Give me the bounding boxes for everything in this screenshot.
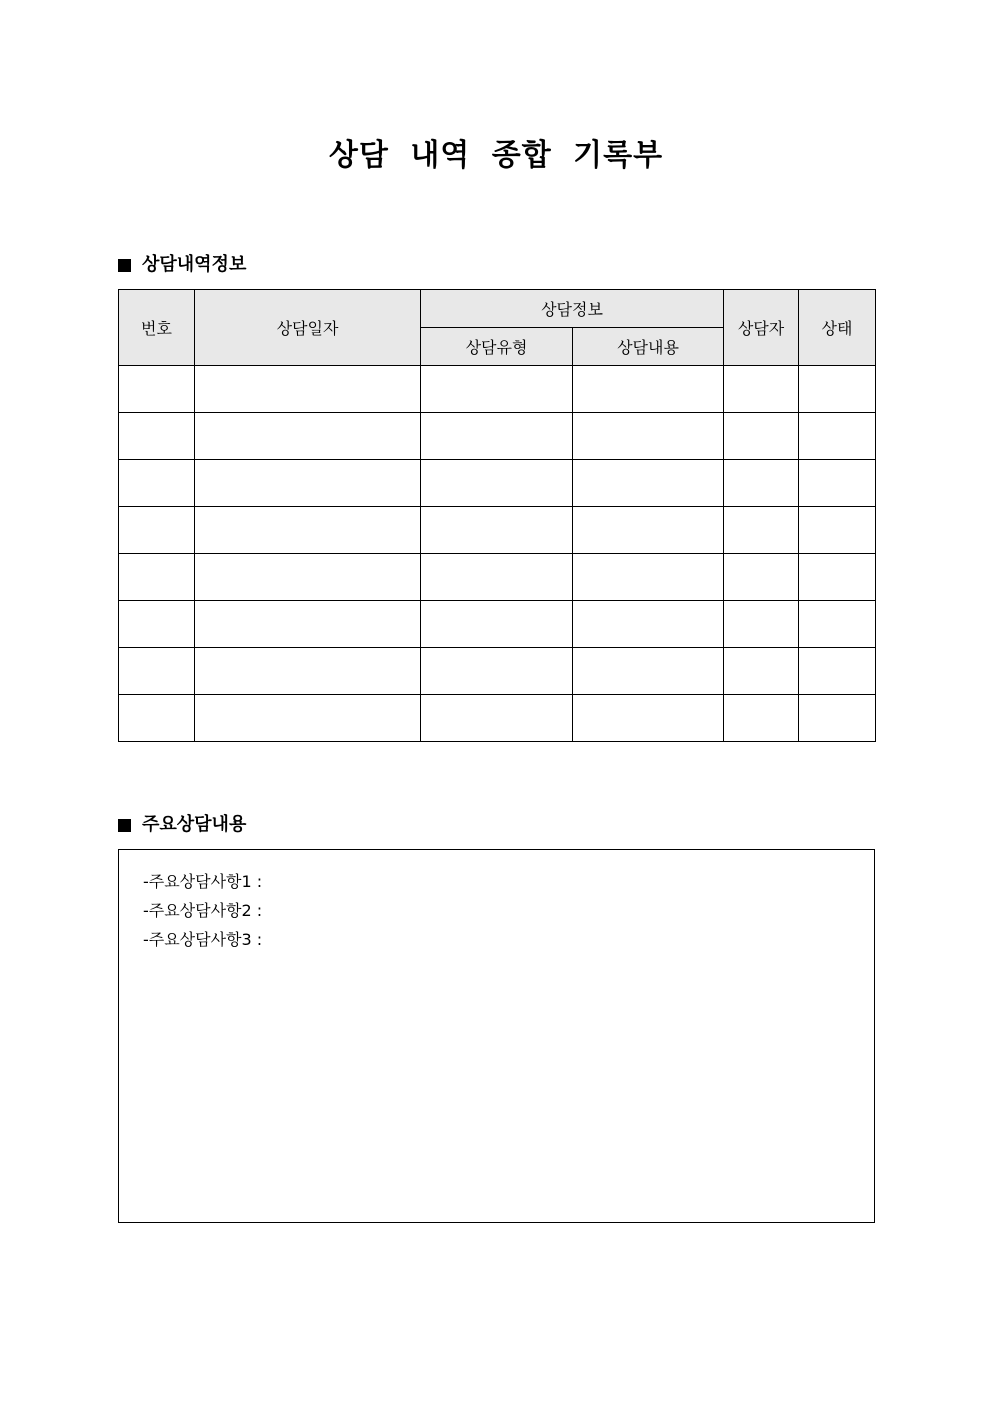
- table-header-row: [119, 290, 876, 328]
- cell-date[interactable]: [195, 695, 421, 742]
- section-heading-notes: [118, 813, 246, 837]
- table-row: [119, 507, 876, 554]
- section-heading-records: [118, 253, 246, 277]
- counseling-records-table: [118, 289, 876, 742]
- table-row: [119, 695, 876, 742]
- cell-type[interactable]: [421, 413, 573, 460]
- cell-type[interactable]: [421, 366, 573, 413]
- column-header-date: 상담일자: [195, 290, 421, 366]
- table-row: [119, 366, 876, 413]
- column-header-content: 상담내용: [573, 328, 724, 366]
- cell-date[interactable]: [195, 507, 421, 554]
- table-row: [119, 554, 876, 601]
- note-item: -주요상담사항1 :: [143, 872, 263, 891]
- cell-counselor[interactable]: [724, 507, 799, 554]
- cell-content[interactable]: [573, 601, 724, 648]
- cell-counselor[interactable]: [724, 366, 799, 413]
- cell-type[interactable]: [421, 601, 573, 648]
- cell-content[interactable]: [573, 366, 724, 413]
- cell-status[interactable]: [799, 648, 876, 695]
- cell-content[interactable]: [573, 695, 724, 742]
- cell-number[interactable]: [119, 507, 195, 554]
- cell-status[interactable]: [799, 554, 876, 601]
- note-item: -주요상담사항3 :: [143, 930, 263, 949]
- table-row: [119, 413, 876, 460]
- section-heading-notes-label: 주요상담내용: [142, 814, 247, 835]
- cell-counselor[interactable]: [724, 695, 799, 742]
- cell-counselor[interactable]: [724, 601, 799, 648]
- cell-status[interactable]: [799, 507, 876, 554]
- cell-number[interactable]: [119, 413, 195, 460]
- cell-status[interactable]: [799, 366, 876, 413]
- cell-type[interactable]: [421, 695, 573, 742]
- cell-counselor[interactable]: [724, 554, 799, 601]
- cell-content[interactable]: [573, 507, 724, 554]
- column-header-status: 상태: [799, 290, 876, 366]
- cell-status[interactable]: [799, 695, 876, 742]
- cell-number[interactable]: [119, 695, 195, 742]
- square-bullet-icon: [118, 259, 131, 272]
- cell-counselor[interactable]: [724, 413, 799, 460]
- cell-content[interactable]: [573, 413, 724, 460]
- cell-type[interactable]: [421, 648, 573, 695]
- cell-date[interactable]: [195, 648, 421, 695]
- column-header-counselor: 상담자: [724, 290, 799, 366]
- cell-date[interactable]: [195, 460, 421, 507]
- cell-status[interactable]: [799, 601, 876, 648]
- table-row: [119, 601, 876, 648]
- cell-date[interactable]: [195, 366, 421, 413]
- cell-number[interactable]: [119, 648, 195, 695]
- table-row: [119, 460, 876, 507]
- main-counseling-notes-box[interactable]: [118, 849, 875, 1223]
- cell-number[interactable]: [119, 554, 195, 601]
- column-header-type: 상담유형: [421, 328, 573, 366]
- cell-status[interactable]: [799, 460, 876, 507]
- cell-type[interactable]: [421, 554, 573, 601]
- cell-number[interactable]: [119, 460, 195, 507]
- cell-date[interactable]: [195, 413, 421, 460]
- column-header-info-group: 상담정보: [421, 290, 724, 328]
- square-bullet-icon: [118, 819, 131, 832]
- cell-date[interactable]: [195, 601, 421, 648]
- cell-number[interactable]: [119, 366, 195, 413]
- cell-content[interactable]: [573, 460, 724, 507]
- table-row: [119, 648, 876, 695]
- column-header-number: 번호: [119, 290, 195, 366]
- cell-content[interactable]: [573, 554, 724, 601]
- cell-type[interactable]: [421, 460, 573, 507]
- cell-status[interactable]: [799, 413, 876, 460]
- cell-date[interactable]: [195, 554, 421, 601]
- cell-content[interactable]: [573, 648, 724, 695]
- cell-number[interactable]: [119, 601, 195, 648]
- section-heading-records-label: 상담내역정보: [142, 254, 247, 275]
- document-title: 상담 내역 종합 기록부: [328, 138, 664, 173]
- cell-type[interactable]: [421, 507, 573, 554]
- cell-counselor[interactable]: [724, 460, 799, 507]
- note-item: -주요상담사항2 :: [143, 901, 263, 920]
- cell-counselor[interactable]: [724, 648, 799, 695]
